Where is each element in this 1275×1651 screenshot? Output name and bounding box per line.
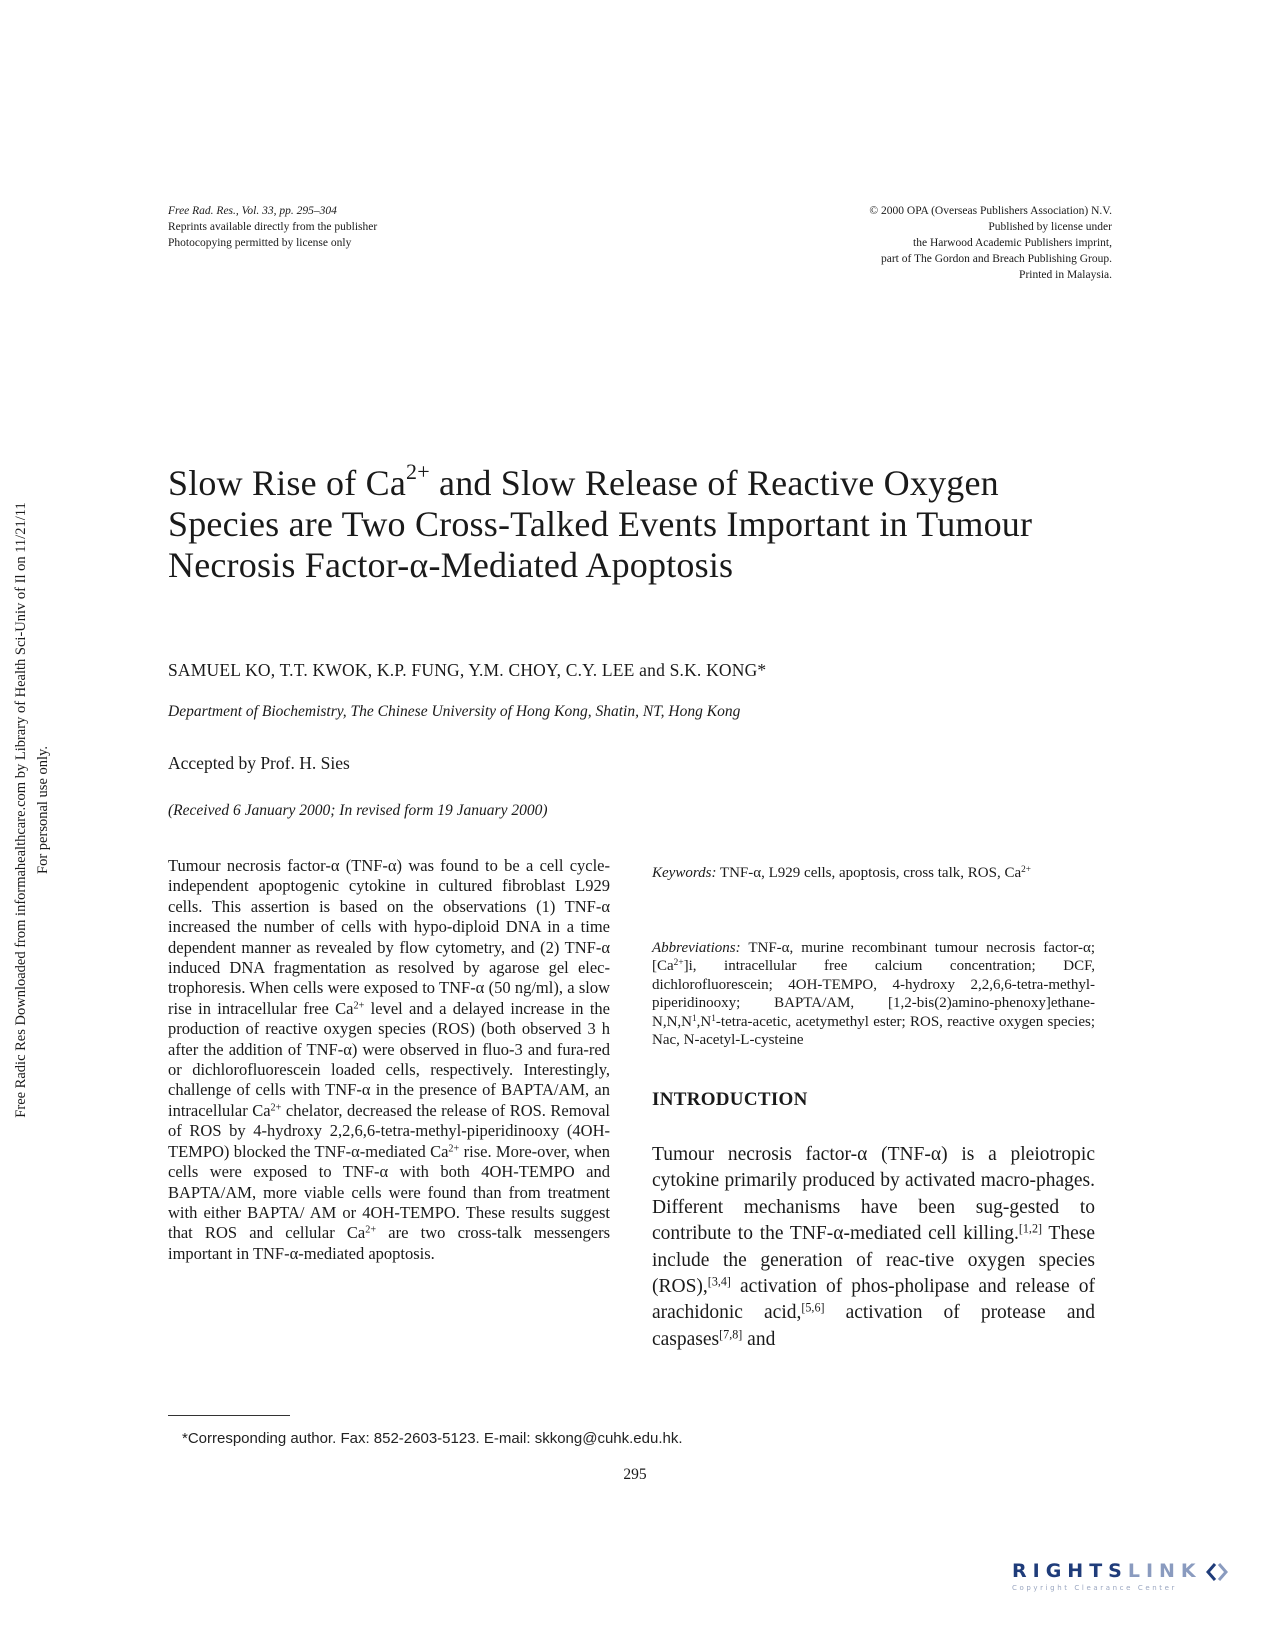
affiliation: Department of Biochemistry, The Chinese University of Hong Kong, Shatin, NT, Hong Kong: [168, 703, 741, 720]
accepted-by: Accepted by Prof. H. Sies: [168, 753, 350, 773]
reprints-line: Reprints available directly from the publisher: [168, 221, 378, 233]
citation-line: Free Rad. Res., Vol. 33, pp. 295–304: [168, 205, 337, 217]
publisher-info: [692, 203, 1112, 283]
author-list: SAMUEL KO, T.T. KWOK, K.P. FUNG, Y.M. CHOY, C.Y. LEE and S.K. KONG*: [168, 660, 767, 680]
abstract: Tumour necrosis factor-α (TNF-α) was found to be a cell cycle-independent apoptogenic cytokine in cultured fibroblast L929 cells. This assertion is based on the observations (1) TNF-α increased the number of cells with hypo-diploid DNA in a time dependent manner as revealed by flow cytometry, and (2) TNF-α induced DNA fragmentation as resolved by agarose gel elec-trophoresis. When cells were exposed to TNF-α (50 ng/ml), a slow rise in intracellular free $Ca^{2+}$ level and a delayed increase in the production of reactive oxygen species (ROS) (both observed 3 h after the addition of TNF-α) were observed in fluo-3 and fura-red or dichlorofluorescein loaded cells, respectively. Interestingly, challenge of cells with TNF-α in the presence of BAPTA/AM, an intracellular $Ca^{2+}$ chelator, decreased the release of ROS. Removal of ROS by 4-hydroxy 2,2,6,6-tetra-methyl-piperidinooxy (4OH-TEMPO) blocked the TNF-α-mediated $Ca^{2+}$ rise. More-over, when cells were exposed to TNF-α with both 4OH-TEMPO and BAPTA/AM, more viable cells were found than from treatment with either BAPTA/ AM or 4OH-TEMPO. These results suggest that ROS and cellular $Ca^{2+}$ are two cross-talk messengers important in TNF-α-mediated apoptosis.: [168, 856, 611, 1263]
copyright-line: © 2000 OPA (Overseas Publishers Association) N.V.: [869, 205, 1112, 217]
page-number: 295: [623, 1466, 647, 1483]
title-text-rest: and Slow Release of Reactive Oxygen Species are Two Cross-Talked Events Important in Tumour Necrosis Factor-α-Mediated Apoptosis: [168, 463, 1033, 585]
title-superscript: 2+: [406, 459, 430, 484]
journal-citation: [168, 203, 528, 251]
introduction-paragraph: Tumour necrosis factor-α (TNF-α) is a pleiotropic cytokine primarily produced by activated macro-phages. Different mechanisms have been sug-gested to contribute to the TNF-α-mediated cell killing.[1,2] These include the generation of reac-tive oxygen species (ROS),[3,4] activation of phos-pholipase and release of arachidonic acid,[5,6] activation of protease and caspases[7,8] and: [652, 1144, 1095, 1350]
download-notice: Free Radic Res Downloaded from informahealthcare.com by Library of Health Sci-Univ of Il on 11/21/11: [13, 502, 29, 1118]
abbreviations-label: Abbreviations:: [652, 940, 741, 956]
keywords-label: Keywords:: [652, 865, 717, 881]
article-title: [168, 459, 1048, 586]
group-line: part of The Gordon and Breach Publishing Group.: [880, 253, 1112, 265]
footnote-divider: [168, 1415, 290, 1416]
title-text: Slow Rise of Ca: [168, 463, 407, 503]
abbreviations: Abbreviations: TNF-α, murine recombinant tumour necrosis factor-α; $[Ca^{2+}]i$, intracellular free calcium concentration; DCF, dichlorofluorescein; 4OH-TEMPO, 4-hydroxy 2,2,6,6-tetra-methyl-piperidinooxy; BAPTA/AM, $[1,2-bis(2)amino-phenoxy]ethane-N,N,N^1,N^1-tetra$-acetic, acetymethyl ester; ROS, reactive oxygen species; Nac, N-acetyl-L-cysteine: [652, 940, 1095, 1049]
imprint-line: the Harwood Academic Publishers imprint,: [913, 237, 1112, 249]
citation-ref: [5,6]: [801, 1300, 825, 1315]
logo-tagline: Copyright Clearance Center: [1012, 1584, 1178, 1592]
printed-line: Printed in Malaysia.: [1019, 269, 1112, 281]
keywords: Keywords: TNF-α, L929 cells, apoptosis, cross talk, ROS, $Ca^{2+}$: [652, 864, 1032, 881]
rightslink-logo[interactable]: [1012, 1560, 1242, 1600]
logo-text-link: LINK: [1127, 1560, 1202, 1582]
section-heading-introduction: INTRODUCTION: [652, 1089, 808, 1110]
corresponding-author-footnote: *Corresponding author. Fax: 852-2603-5123. E-mail: skkong@cuhk.edu.hk.: [182, 1430, 683, 1447]
logo-text-rights: RIGHTS: [1012, 1560, 1128, 1582]
received-dates: (Received 6 January 2000; In revised form 19 January 2000): [168, 802, 548, 819]
citation-ref: [1,2]: [1018, 1221, 1043, 1236]
citation-ref: [3,4]: [707, 1274, 731, 1289]
personal-use-notice: For personal use only.: [35, 746, 51, 874]
license-line: Published by license under: [988, 221, 1112, 233]
citation-ref: [7,8]: [719, 1327, 743, 1342]
photocopy-line: Photocopying permitted by license only: [168, 237, 352, 249]
rightslink-arrows-icon: [1206, 1561, 1228, 1583]
